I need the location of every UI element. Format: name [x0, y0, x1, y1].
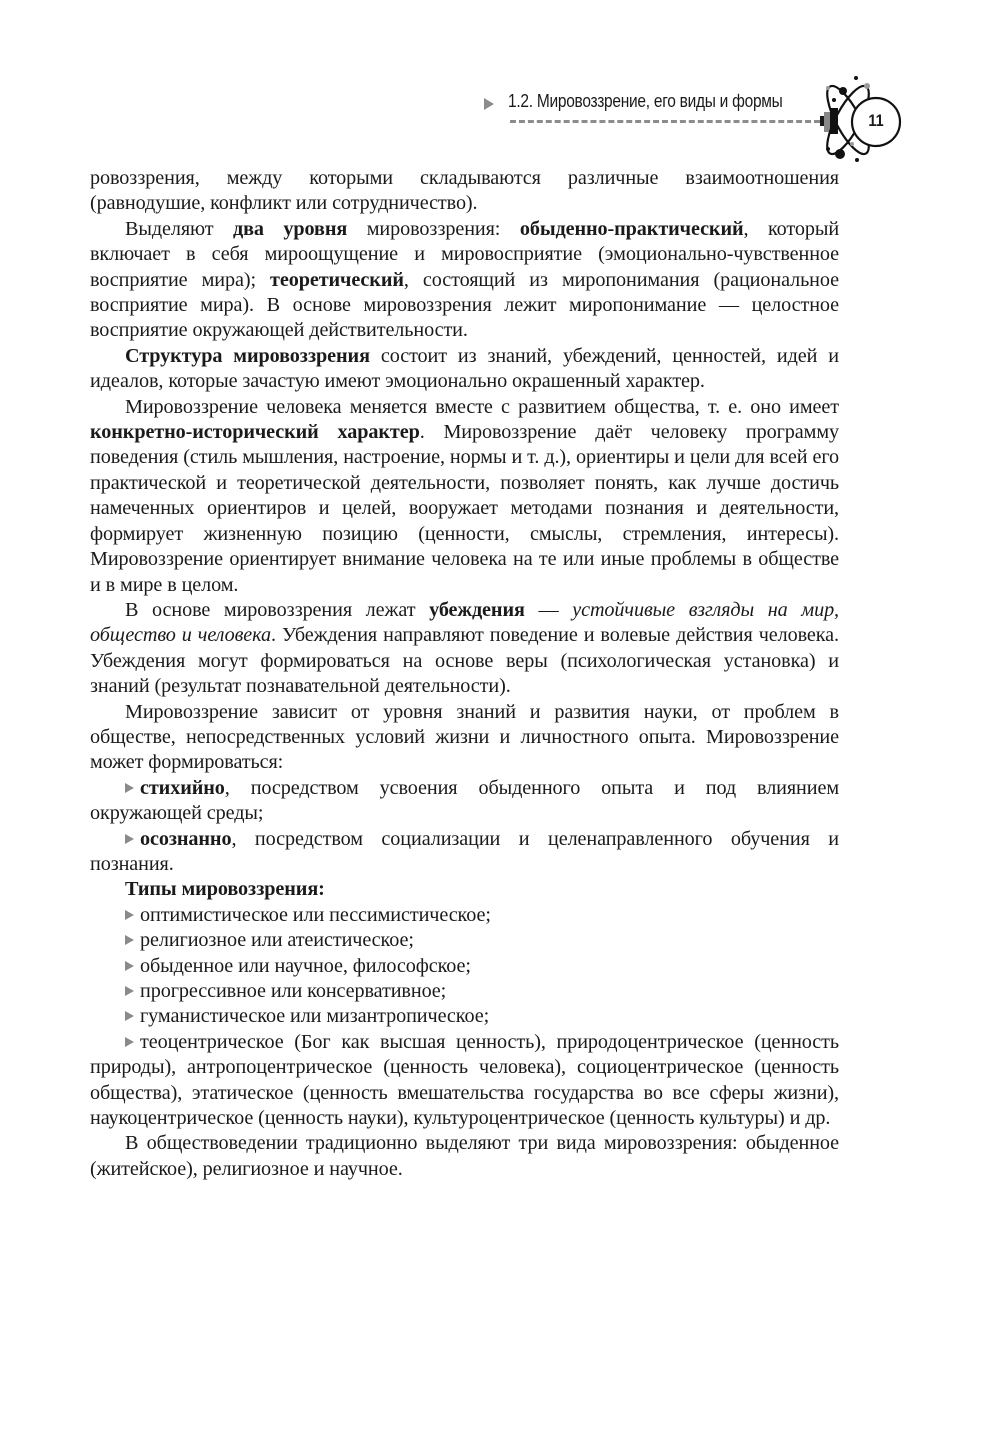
paragraph-levels: Выделяют два уровня мировоззрения: обыденно-практический, который включает в себя мироощущение и мировосприятие (эмоционально-чувственное восприятие мира); теоретический, состоящий из миропонимания (рациональное восприятие мира). В основе мировоззрения лежит миропонимание — целостное восприятие окружающей действительности.: [90, 217, 840, 342]
dashed-rule: [510, 120, 820, 123]
list-item: оптимистическое или пессимистическое;: [90, 903, 839, 928]
list-item: осознанно, посредством социализации и целенаправленного обучения и познания.: [90, 827, 839, 875]
paragraph: ровоззрения, между которыми складываются различные взаимоотношения (равнодушие, конфликт или сотрудничество).: [90, 167, 839, 215]
triangle-bullet-icon: [125, 910, 134, 920]
paragraph-historical: Мировоззрение человека меняется вместе с развитием общества, т. е. оно имеет конкретно-исторический характер. Мировоззрение даёт человеку программу поведения (стиль мышления, настроение, нормы и т. д.), ориентиры и цели для всей его практической и теоретической деятельности, позволяет понять, как лучше достичь намеченных ориентиров и целей, вооружает методами познания и деятельности, формирует жизненную позицию (ценности, смыслы, стремления, интересы). Мировоззрение ориентирует внимание человека на те или иные проблемы в обществе и в мире в целом.: [90, 395, 839, 596]
triangle-bullet-icon: [484, 98, 494, 110]
page-body: [90, 166, 839, 1182]
list-item: теоцентрическое (Бог как высшая ценность), природоцентрическое (ценность природы), антропоцентрическое (ценность человека), социоцентрическое (ценность общества), этатическое (ценность вмешательства государства во все сферы жизни), наукоцентрическое (ценность науки), культуроцентрическое (ценность культуры) и др.: [90, 1030, 839, 1130]
list-item: гуманистическое или мизантропическое;: [90, 1004, 839, 1029]
paragraph-final: В обществоведении традиционно выделяют три вида мировоззрения: обыденное (житейское), религиозное и научное.: [90, 1132, 839, 1180]
triangle-bullet-icon: [125, 1011, 134, 1021]
triangle-bullet-icon: [125, 1037, 134, 1047]
section-title: 1.2. Мировоззрение, его виды и формы: [508, 91, 783, 111]
types-heading: Типы мировоззрения:: [125, 878, 325, 901]
list-item: обыденное или научное, философское;: [90, 954, 839, 979]
triangle-bullet-icon: [125, 986, 134, 996]
paragraph-dependency: Мировоззрение зависит от уровня знаний и развития науки, от проблем в обществе, непосредственных условий жизни и личностного опыта. Мировоззрение может формироваться:: [90, 700, 839, 774]
triangle-bullet-icon: [125, 783, 134, 793]
triangle-bullet-icon: [125, 935, 134, 945]
triangle-bullet-icon: [125, 961, 134, 971]
triangle-bullet-icon: [125, 834, 134, 844]
list-item: стихийно, посредством усвоения обыденного опыта и под влиянием окружающей среды;: [90, 776, 839, 825]
paragraph-structure: Структура мировоззрения состоит из знаний, убеждений, ценностей, идей и идеалов, которые зачастую имеют эмоционально окрашенный характер.: [90, 344, 839, 393]
paragraph-beliefs: В основе мировоззрения лежат убеждения — устойчивые взгляды на мир, общество и человека. Убеждения направляют поведение и волевые действия человека. Убеждения могут формироваться на основе веры (психологическая установка) и знаний (результат познавательной деятельности).: [90, 598, 840, 698]
list-item: прогрессивное или консервативное;: [90, 979, 839, 1004]
page-number: 11: [868, 111, 884, 130]
list-item: религиозное или атеистическое;: [90, 928, 839, 953]
